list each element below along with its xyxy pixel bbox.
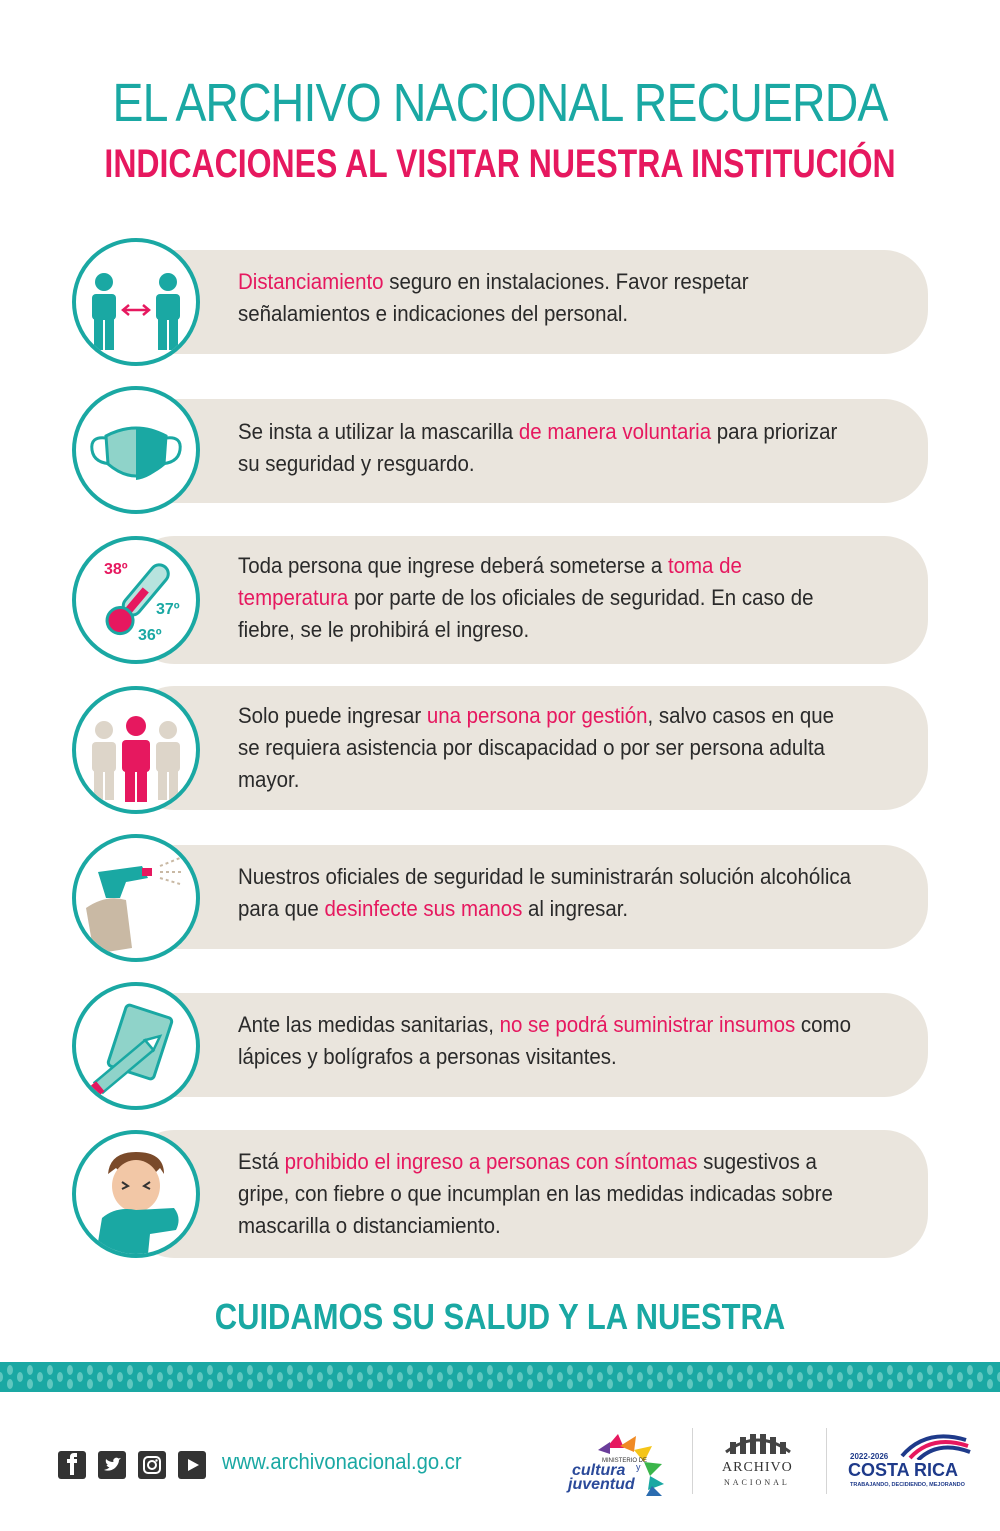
archivo-logo-line1: ARCHIVO <box>722 1460 793 1475</box>
guideline-temperature <box>72 536 928 666</box>
guideline-text-end: seguro en instalaciones. Favor respetar señalamientos e indicaciones del personal. <box>238 269 749 326</box>
guideline-highlight: desinfecte sus manos <box>324 896 523 921</box>
youtube-icon[interactable] <box>178 1451 206 1479</box>
sick-person-icon <box>72 1130 200 1258</box>
pencil-notepad-icon <box>72 982 200 1110</box>
guideline-text-end: sugestivos a gripe, con fiebre o que incumplan en las medidas indicadas sobre mascarilla o distanciamiento. <box>238 1149 833 1238</box>
guideline-hand-sanitizer <box>72 834 928 964</box>
page-title: EL ARCHIVO NACIONAL RECUERDA <box>112 73 888 133</box>
thermometer-icon <box>72 536 200 664</box>
cultura-logo-line2: juventud <box>568 1476 635 1493</box>
instagram-icon[interactable] <box>138 1451 166 1479</box>
guideline-text-start: Ante las medidas sanitarias, <box>238 1012 500 1037</box>
closing-message: CUIDAMOS SU SALUD Y LA NUESTRA <box>214 1296 786 1337</box>
costa-rica-logo-years: 2022-2026 <box>850 1452 889 1461</box>
page-subtitle: INDICACIONES AL VISITAR NUESTRA INSTITUCIÓN <box>104 142 896 186</box>
facebook-icon[interactable] <box>58 1451 86 1479</box>
archivo-logo-mark <box>706 1428 810 1458</box>
guideline-no-supplies <box>72 982 928 1112</box>
costa-rica-logo-tagline: TRABAJANDO, DECIDIENDO, MEJORANDO <box>850 1482 965 1488</box>
guideline-highlight: una persona por gestión <box>426 703 648 728</box>
guideline-text <box>238 861 857 925</box>
guideline-text-start: Toda persona que ingrese deberá someterse a <box>238 553 668 578</box>
guideline-one-person <box>72 686 928 816</box>
guideline-text-end: como lápices y bolígrafos a personas visitantes. <box>238 1012 851 1069</box>
guideline-text-start: Nuestros oficiales de seguridad le suministrarán solución alcohólica para que <box>238 864 851 921</box>
temperature-low-label: 36º <box>138 627 162 644</box>
guideline-text <box>238 416 857 480</box>
guideline-text <box>238 266 857 330</box>
cultura-logo-y: y <box>636 1462 641 1472</box>
guideline-text <box>238 1009 857 1073</box>
face-mask-icon <box>72 386 200 514</box>
guideline-text <box>238 700 857 796</box>
guideline-symptoms <box>72 1130 928 1260</box>
temperature-mid-label: 37º <box>156 601 180 618</box>
guideline-text-start: Solo puede ingresar <box>238 703 427 728</box>
guideline-text <box>238 1146 857 1242</box>
cultura-logo-small: MINISTERIO DE <box>602 1458 648 1464</box>
footer-divider <box>692 1428 693 1494</box>
guideline-text-end: para priorizar su seguridad y resguardo. <box>238 419 838 476</box>
guideline-text <box>238 550 857 646</box>
decorative-band <box>0 1362 1000 1392</box>
guideline-highlight: Distanciamiento <box>238 269 384 294</box>
guideline-distancing <box>72 238 928 368</box>
archivo-nacional-logo <box>706 1428 810 1494</box>
one-person-icon <box>72 686 200 814</box>
leaf-pattern <box>0 1362 1000 1392</box>
guideline-highlight: toma de temperatura <box>238 553 742 610</box>
guideline-face-mask <box>72 386 928 516</box>
costa-rica-logo-name: COSTA RICA <box>848 1460 958 1480</box>
costa-rica-logo-mark <box>896 1426 1000 1460</box>
spray-bottle-icon <box>72 834 200 962</box>
guideline-highlight: no se podrá suministrar insumos <box>499 1012 796 1037</box>
guideline-text-end: , salvo casos en que se requiera asistencia por discapacidad o por ser persona adulta mayor. <box>238 703 835 792</box>
cultura-logo-line1: cultura <box>572 1462 626 1479</box>
temperature-high-label: 38º <box>104 561 128 578</box>
footer-divider <box>826 1428 827 1494</box>
guideline-text-start: Se insta a utilizar la mascarilla <box>238 419 519 444</box>
cultura-juventud-logo <box>566 1428 674 1500</box>
guideline-text-end: al ingresar. <box>522 896 629 921</box>
guideline-highlight: de manera voluntaria <box>518 419 712 444</box>
archivo-logo-line2: NACIONAL <box>724 1478 790 1487</box>
guideline-text-start: Está <box>238 1149 285 1174</box>
twitter-icon[interactable] <box>98 1451 126 1479</box>
costa-rica-logo <box>842 1426 982 1496</box>
guideline-highlight: prohibido el ingreso a personas con síntomas <box>284 1149 698 1174</box>
website-link[interactable]: www.archivonacional.go.cr <box>222 1449 462 1474</box>
guideline-text-end: por parte de los oficiales de seguridad. En caso de fiebre, se le prohibirá el ingreso. <box>238 585 814 642</box>
distancing-icon <box>72 238 200 366</box>
